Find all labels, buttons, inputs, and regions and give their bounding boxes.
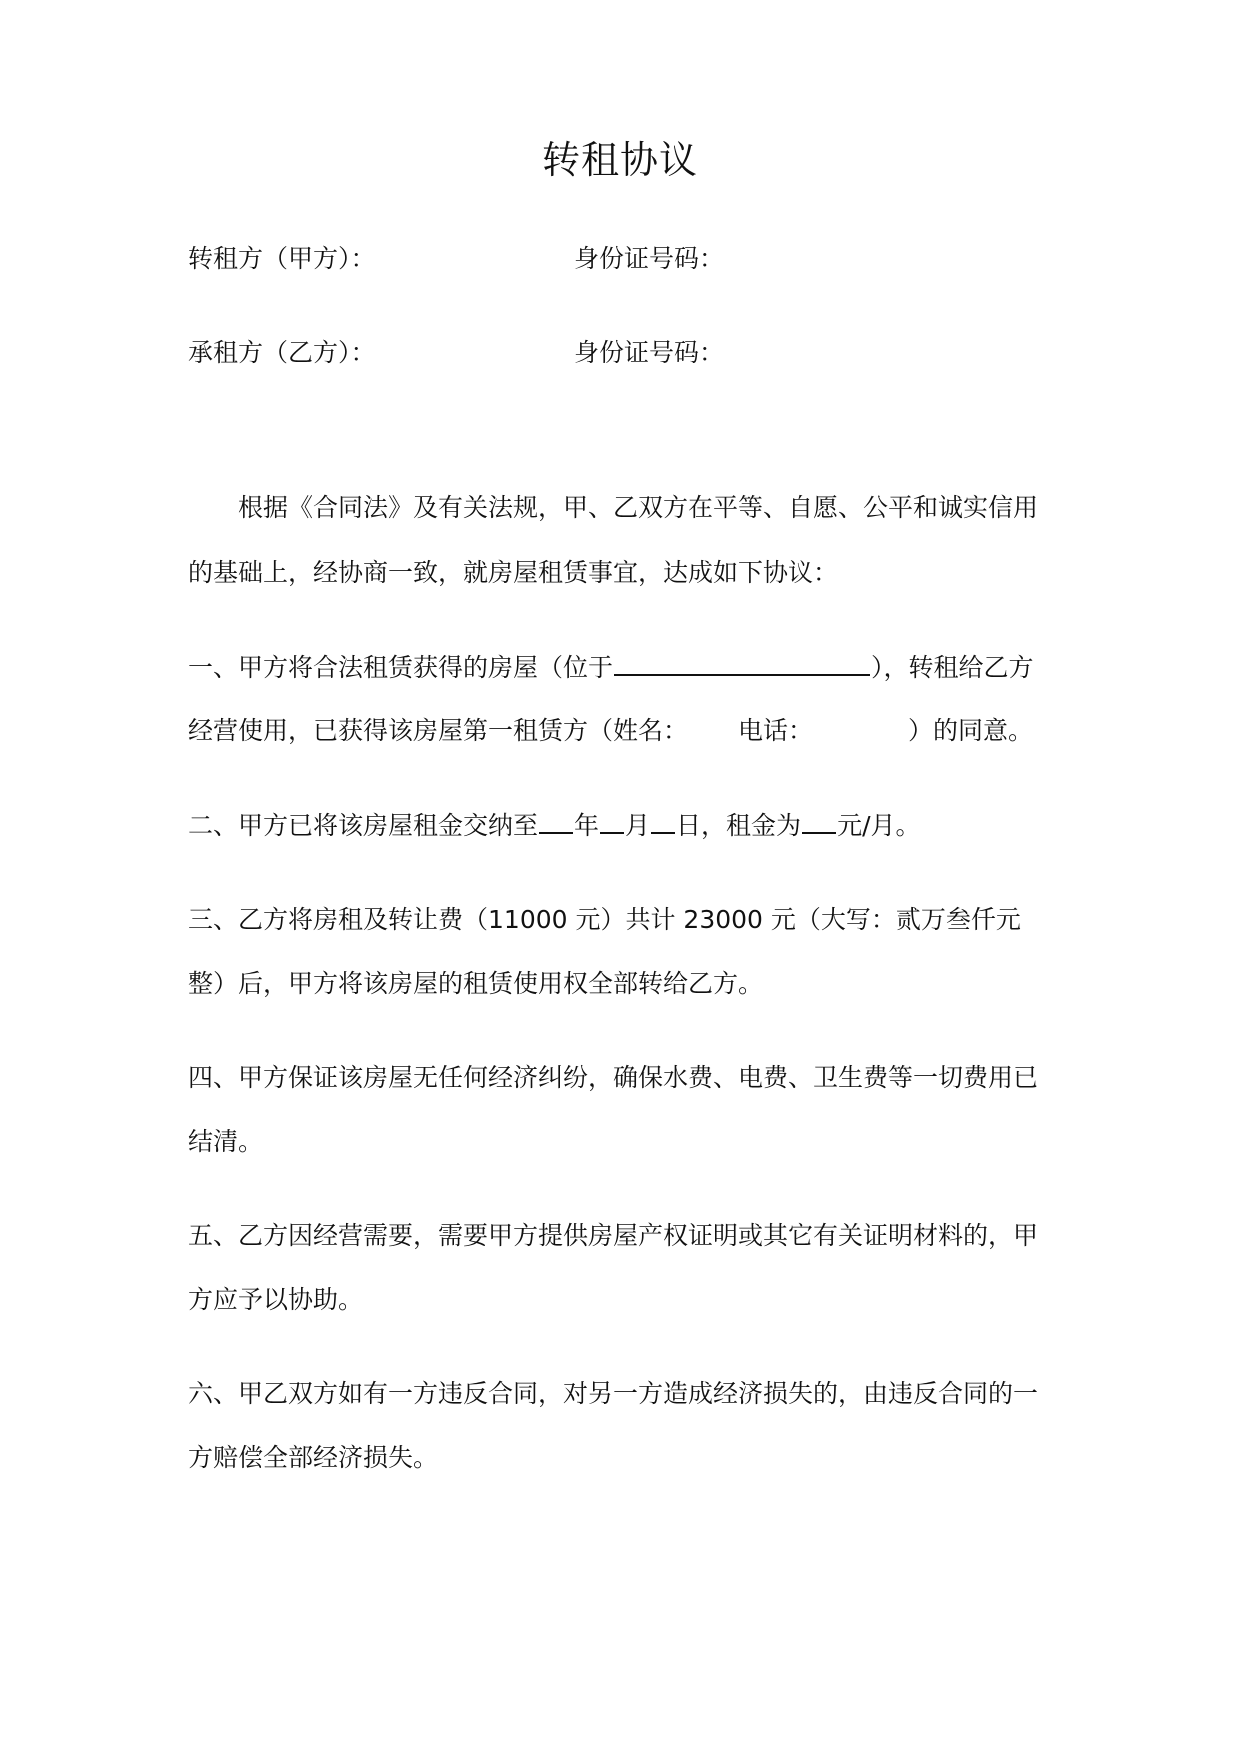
address-blank	[614, 654, 870, 676]
party-b-label: 承租方（乙方）：	[188, 338, 376, 367]
intro-line-2: 的基础上，经协商一致，就房屋租赁事宜，达成如下协议：	[188, 558, 839, 587]
party-b-id-label: 身份证号码：	[574, 338, 725, 367]
clause-1-consent-text: ）的同意。	[908, 716, 1034, 745]
clause-2-text-3: 月	[625, 811, 651, 840]
clause-5-line-2: 方应予以协助。	[188, 1285, 364, 1314]
clause-1-name-label: 经营使用，已获得该房屋第一租赁方（姓名：	[188, 716, 689, 745]
party-a-id-label: 身份证号码：	[574, 244, 725, 273]
clause-4-line-2: 结清。	[188, 1127, 264, 1156]
clause-6-line-2: 方赔偿全部经济损失。	[188, 1443, 439, 1472]
clause-2-line	[188, 812, 921, 838]
clause-2-text-4: 日，租金为	[676, 811, 802, 840]
clause-3-line-2: 整）后，甲方将该房屋的租赁使用权全部转给乙方。	[188, 969, 764, 998]
rent-blank	[802, 812, 836, 834]
clause-2-text-1: 二、甲方已将该房屋租金交纳至	[188, 811, 539, 840]
day-blank	[651, 812, 675, 834]
clause-1-line-2	[188, 718, 1033, 743]
party-a-label: 转租方（甲方）：	[188, 244, 376, 273]
clause-3-line-1: 三、乙方将房租及转让费（11000 元）共计 23000 元（大写：贰万叁仟元	[188, 905, 1021, 934]
intro-text-1: 根据《合同法》及有关法规，甲、乙双方在平等、自愿、公平和诚实信用	[238, 493, 1039, 522]
year-blank	[539, 812, 573, 834]
clause-2-text-5: 元/月。	[837, 811, 921, 840]
clause-1-text-before: 一、甲方将合法租赁获得的房屋（位于	[188, 653, 614, 682]
clause-2-text-2: 年	[574, 811, 600, 840]
document-title: 转租协议	[541, 138, 698, 182]
clause-4-line-1: 四、甲方保证该房屋无任何经济纠纷，确保水费、电费、卫生费等一切费用已	[188, 1063, 1039, 1092]
intro-line-1	[188, 495, 1038, 520]
clause-5-line-1: 五、乙方因经营需要，需要甲方提供房屋产权证明或其它有关证明材料的，甲	[188, 1221, 1039, 1250]
clause-1-text-after: ），转租给乙方	[871, 653, 1034, 682]
clause-1-phone-label: 电话：	[738, 716, 814, 745]
month-blank	[600, 812, 624, 834]
clause-6-line-1: 六、甲乙双方如有一方违反合同，对另一方造成经济损失的，由违反合同的一	[188, 1379, 1039, 1408]
clause-1-line-1	[188, 654, 1034, 680]
